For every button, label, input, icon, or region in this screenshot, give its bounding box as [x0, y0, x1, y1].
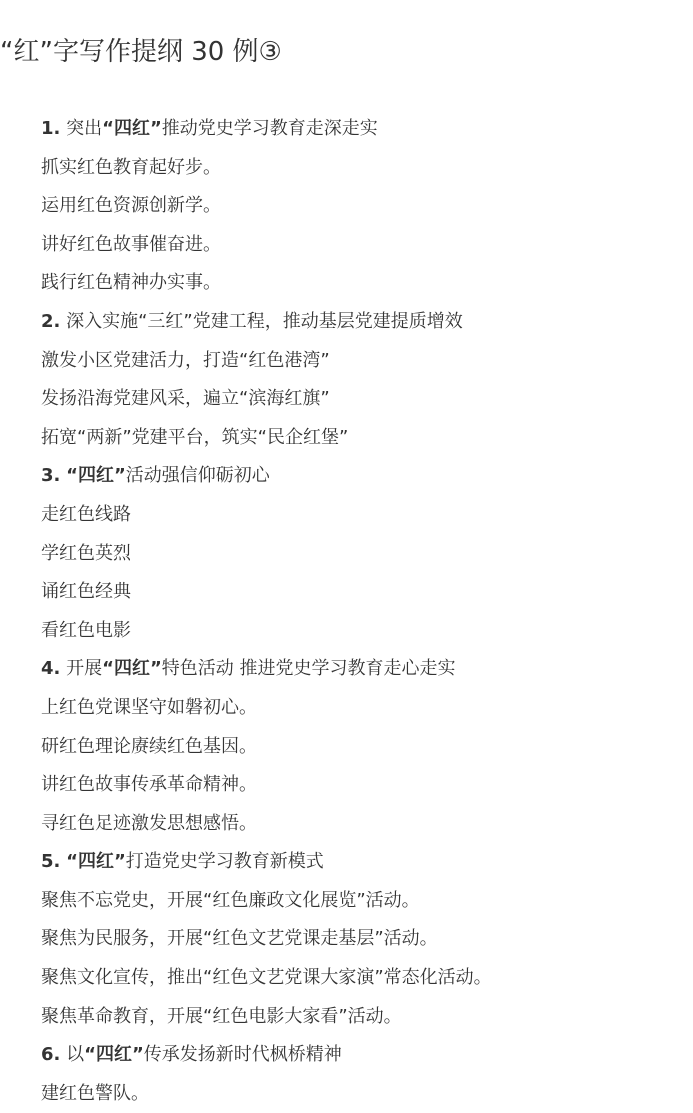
- outline-item: 激发小区党建活力，打造“红色港湾”: [41, 349, 330, 371]
- section-heading-text: 推动党史学习教育走深走实: [161, 118, 378, 139]
- section-heading-text: 突出: [66, 118, 103, 139]
- outline-item: 聚焦革命教育，开展“红色电影大家看”活动。: [41, 1005, 402, 1027]
- section-number: 4.: [41, 658, 61, 680]
- outline-item: 发扬沿海党建风采，遍立“滨海红旗”: [41, 388, 330, 410]
- outline-item: 抓实红色教育起好步。: [41, 156, 221, 178]
- section-number: 2.: [41, 310, 61, 332]
- section-heading: [41, 303, 693, 342]
- outline-item: 讲好红色故事催奋进。: [41, 233, 221, 255]
- section-heading: [41, 843, 693, 882]
- page-title: “红”字写作提纲 30 例③: [0, 37, 282, 67]
- section-number: 1.: [41, 118, 61, 139]
- section-heading: [41, 650, 693, 689]
- outline-item: 聚焦为民服务，开展“红色文艺党课走基层”活动。: [41, 928, 438, 950]
- section-heading-text: 特色活动 推进党史学习教育走心走实: [161, 658, 456, 680]
- outline-item: 寻红色足迹激发思想感悟。: [41, 812, 257, 834]
- section-heading-text: 以: [66, 1044, 85, 1066]
- outline-item: 上红色党课坚守如磐初心。: [41, 696, 257, 718]
- section-heading: [41, 457, 693, 496]
- section-keyword: “四红”: [102, 658, 162, 680]
- section-keyword: “四红”: [66, 465, 126, 487]
- section-keyword: “四红”: [66, 851, 126, 873]
- outline-item: 诵红色经典: [41, 581, 131, 603]
- outline-content: [41, 110, 693, 1113]
- outline-item: 运用红色资源创新学。: [41, 195, 221, 217]
- section-number: 5.: [41, 851, 61, 873]
- outline-item: 走红色线路: [41, 503, 131, 525]
- outline-item: 学红色英烈: [41, 542, 131, 564]
- section-keyword: “四红”: [84, 1044, 144, 1066]
- section-keyword: “四红”: [102, 118, 162, 139]
- section-number: 6.: [41, 1044, 61, 1066]
- section-number: 3.: [41, 465, 61, 487]
- section-heading: [41, 1036, 693, 1075]
- section-heading-text: 深入实施: [66, 310, 139, 332]
- section-heading-text: 开展: [66, 658, 103, 680]
- outline-item: 践行红色精神办实事。: [41, 272, 221, 294]
- outline-item: 研红色理论赓续红色基因。: [41, 735, 257, 757]
- section-heading-text: 传承发扬新时代枫桥精神: [143, 1044, 342, 1066]
- outline-item: 看红色电影: [41, 619, 131, 641]
- section-heading-text: 活动强信仰砺初心: [125, 465, 270, 487]
- section-heading-text: “三红”党建工程，推动基层党建提质增效: [138, 310, 463, 332]
- outline-item: 聚焦不忘党史，开展“红色廉政文化展览”活动。: [41, 889, 420, 911]
- section-heading-text: 打造党史学习教育新模式: [125, 851, 324, 873]
- outline-item: 聚焦文化宣传，推出“红色文艺党课大家演”常态化活动。: [41, 967, 492, 989]
- outline-item: 讲红色故事传承革命精神。: [41, 774, 257, 796]
- section-heading: [41, 110, 693, 149]
- outline-item: 拓宽“两新”党建平台，筑实“民企红堡”: [41, 426, 349, 448]
- outline-item: 建红色警队。: [41, 1082, 149, 1104]
